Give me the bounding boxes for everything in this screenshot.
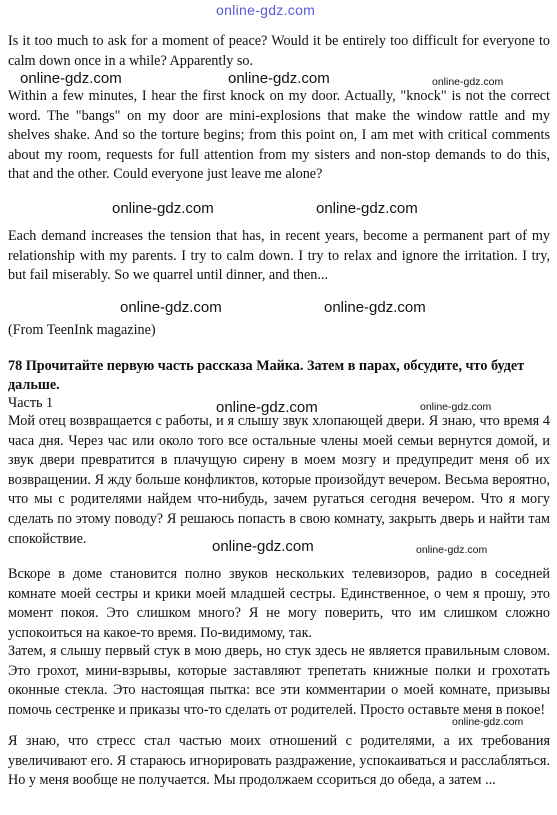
watermark-7: online-gdz.com	[324, 299, 426, 316]
watermark-8: online-gdz.com	[216, 399, 318, 416]
watermark-10: online-gdz.com	[212, 538, 314, 555]
russian-paragraph-3: Затем, я слышу первый стук в мою дверь, но стук здесь не является правильным словом. Это грохот, мини-взрывы, которые заставляют трепетать книжные полки и грохотать оконные стекла. Это настоящая пытка: все эти комментарии о моей комнате, призывы помочь сестренке и приказы что-то сделать от родителей. Просто оставьте меня в покое!	[8, 643, 550, 718]
watermark-11: online-gdz.com	[416, 544, 488, 556]
english-source: (From TeenInk magazine)	[8, 322, 156, 338]
watermark-4: online-gdz.com	[112, 200, 214, 217]
russian-paragraph-4: Я знаю, что стресс стал частью моих отношений с родителями, а их требования увеличивают его. Я стараюсь игнорировать раздражение, успокаиваться и расслабляться. Но у меня вообще не получается. Мы продолжаем ссориться до обеда, а затем ...	[8, 733, 550, 789]
watermark-5: online-gdz.com	[316, 200, 418, 217]
watermark-6: online-gdz.com	[120, 299, 222, 316]
english-paragraph-1: Is it too much to ask for a moment of peace? Would it be entirely too difficult for everyone to calm down once in a while? Apparently so.	[8, 33, 550, 69]
watermark-9: online-gdz.com	[420, 401, 492, 413]
task-heading: 78 Прочитайте первую часть рассказа Майка. Затем в парах, обсудите, что будет дальше.	[8, 358, 525, 393]
watermark-1: online-gdz.com	[20, 70, 122, 87]
watermark-top: online-gdz.com	[216, 2, 316, 18]
russian-paragraph-2: Вскоре в доме становится полно звуков нескольких телевизоров, радио в соседней комнате моей сестры и крики моей младшей сестры. Единственное, о чем я прошу, это момент покоя. Это слишком много? Я не могу поверить, что им слишком сложно успокоиться на какое-то время. По-видимому, так.	[8, 566, 550, 641]
watermark-3: online-gdz.com	[432, 76, 504, 88]
watermark-2: online-gdz.com	[228, 70, 330, 87]
russian-paragraph-1: Мой отец возвращается с работы, и я слышу звук хлопающей двери. Я знаю, что время 4 часа дня. Через час или около того все остальные члены моей семьи вернутся домой, и звук двери превратится в плачущую сирену в моем мозгу и предупредит меня об их возвращении. Я жду больше конфликтов, которые произойдут вечером. Весьма вероятно, что мы с родителями найдем что-нибудь, зачем ругаться сегодня вечером. Что я могу сделать по этому поводу? Я решаюсь попасть в свою комнату, закрыть дверь и найти там спокойствие.	[8, 413, 550, 547]
english-paragraph-3: Each demand increases the tension that has, in recent years, become a permanent part of my relationship with my parents. I try to calm down. I try to relax and ignore the irritation. I try, but fail miserably. So we quarrel until dinner, and then...	[8, 228, 550, 284]
part-label: Часть 1	[8, 395, 54, 411]
watermark-12: online-gdz.com	[452, 716, 524, 728]
english-paragraph-2: Within a few minutes, I hear the first knock on my door. Actually, "knock" is not the correct word. The "bangs" on my door are mini-explosions that make the window rattle and my shelves shake. And so the torture begins; from this point on, I am met with critical comments about my room, requests for full attention from my sisters and non-stop demands to do this, that and the other. Could everyone just leave me alone?	[8, 88, 550, 183]
